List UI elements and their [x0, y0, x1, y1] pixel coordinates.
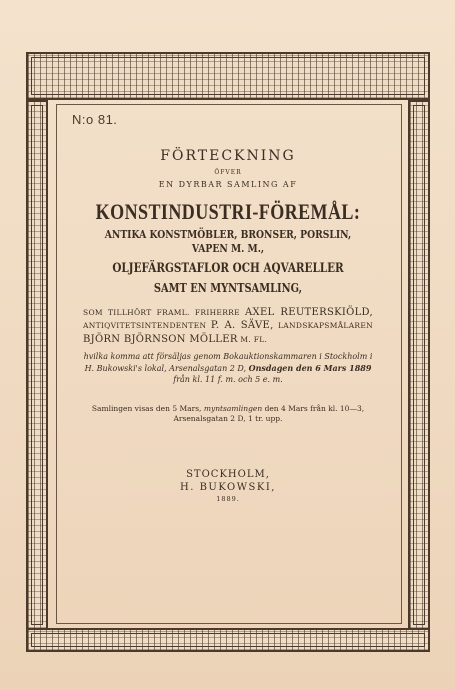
viewing-part-b: myntsamlingen	[203, 403, 263, 413]
title-block	[58, 108, 398, 503]
owners-text	[83, 306, 373, 347]
ornamental-border-right	[408, 100, 430, 630]
ornamental-border-bottom	[26, 628, 430, 652]
main-title: KONSTINDUSTRI-FÖREMÅL:	[95, 199, 361, 225]
subtitle-1: ANTIKA KONSTMÖBLER, BRONSER, PORSLIN, VAPEN M. M.,	[104, 227, 352, 255]
viewing-part-a: Samlingen visas den 5 Mars,	[91, 403, 202, 413]
ornamental-border-left	[26, 100, 48, 630]
viewing-part-c: den 4 Mars från kl. 10—3, Arsenalsgatan 2 D, 1 tr. upp.	[173, 403, 365, 424]
imprint-year: 1889.	[216, 494, 240, 503]
subtitle-2: OLJEFÄRGSTAFLOR OCH AQVARELLER	[112, 260, 344, 276]
owners-part-a: SOM TILLHÖRT FRAML. FRIHERRE	[83, 307, 240, 317]
catalogue-number: N:o 81.	[72, 112, 118, 127]
ornamental-border-top	[26, 52, 430, 100]
intro-line: EN DYRBAR SAMLING AF	[158, 179, 298, 189]
imprint-publisher: H. BUKOWSKI,	[180, 482, 276, 494]
owner-1: AXEL REUTERSKIÖLD,	[245, 306, 374, 318]
viewing-info	[78, 404, 378, 425]
sale-time: från kl. 11 f. m. och 5 e. m.	[173, 374, 283, 384]
sale-info	[83, 352, 373, 385]
owners-part-d: M. FL.	[240, 334, 268, 344]
owners-part-c: LANDSKAPSMÅLAREN	[278, 321, 374, 331]
sale-date: Onsdagen den 6 Mars 1889	[248, 362, 372, 373]
owners-part-b: ANTIQVITETSINTENDENTEN	[83, 321, 207, 331]
subtitle-3: SAMT EN MYNTSAMLING,	[153, 280, 303, 295]
imprint-place: STOCKHOLM,	[186, 468, 270, 480]
sale-text: hvilka komma att försäljas genom Bokauktionskammaren i Stockholm i H. Bukowski's lokal, Arsenalsgatan 2 D,	[83, 352, 373, 373]
heading: FÖRTECKNING	[160, 148, 296, 164]
over-word: ÖFVER	[214, 169, 242, 177]
owner-2: P. A. SÄVE,	[210, 320, 274, 332]
owner-3: BJÖRN BJÖRNSON MÖLLER	[83, 333, 238, 345]
